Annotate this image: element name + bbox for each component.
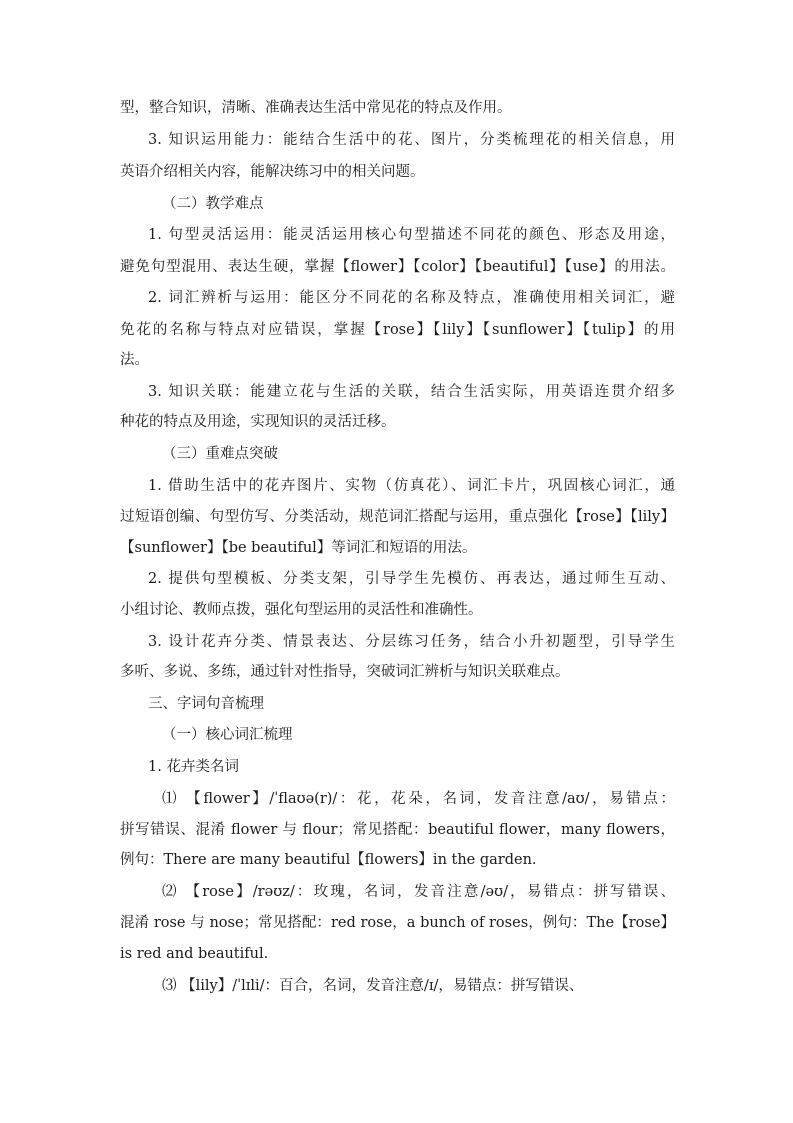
- paragraph-line: ⑶ 【lily】/ˈlɪli/：百合，名词，发音注意/ɪ/，易错点：拼写错误、: [162, 978, 584, 994]
- paragraph-line: 1. 句型灵活运用：能灵活运用核心句型描述不同花的颜色、形态及用途，: [148, 227, 675, 243]
- paragraph-line: 2. 词汇辨析与运用：能区分不同花的名称及特点，准确使用相关词汇，避: [148, 290, 675, 306]
- paragraph-line: 过短语创编、句型仿写、分类活动，规范词汇搭配与运用，重点强化【rose】【lily】: [120, 509, 675, 525]
- paragraph-line: 【sunflower】【be beautiful】等词汇和短语的用法。: [120, 540, 477, 556]
- paragraph-line: 型，整合知识，清晰、准确表达生活中常见花的特点及作用。: [120, 100, 512, 116]
- section-heading: 1. 花卉类名词: [148, 759, 239, 775]
- paragraph-line: 混淆 rose 与 nose；常见搭配：red rose，a bunch of roses，例句：The【rose】: [120, 915, 675, 931]
- paragraph-line: 避免句型混用、表达生硬，掌握【flower】【color】【beautiful】【use】的用法。: [120, 259, 675, 275]
- paragraph-line: 3. 知识运用能力：能结合生活中的花、图片，分类梳理花的相关信息，用: [148, 132, 675, 148]
- paragraph-line: 多听、多说、多练，通过针对性指导，突破词汇辨析与知识关联难点。: [120, 664, 570, 680]
- paragraph-line: 2. 提供句型模板、分类支架，引导学生先模仿、再表达，通过师生互动、: [148, 571, 675, 587]
- paragraph-line: is red and beautiful.: [120, 946, 269, 962]
- paragraph-line: 例句：There are many beautiful【flowers】in the garden.: [120, 852, 537, 868]
- paragraph-line: 免花的名称与特点对应错误，掌握【rose】【lily】【sunflower】【tulip】的用: [120, 322, 675, 338]
- section-heading: （三）重难点突破: [162, 446, 278, 462]
- section-heading: （一）核心词汇梳理: [162, 727, 293, 743]
- paragraph-line: 3. 知识关联：能建立花与生活的关联，结合生活实际，用英语连贯介绍多: [148, 384, 675, 400]
- section-heading: （二）教学难点: [162, 196, 264, 212]
- paragraph-line: 1. 借助生活中的花卉图片、实物（仿真花）、词汇卡片，巩固核心词汇，通: [148, 478, 675, 494]
- paragraph-line: 拼写错误、混淆 flower 与 flour；常见搭配：beautiful flower，many flowers，: [120, 822, 675, 838]
- paragraph-line: 3. 设计花卉分类、情景表达、分层练习任务，结合小升初题型，引导学生: [148, 634, 675, 650]
- paragraph-line: 小组讨论、教师点拨，强化句型运用的灵活性和准确性。: [120, 602, 483, 618]
- paragraph-line: 种花的特点及用途，实现知识的灵活迁移。: [120, 414, 396, 430]
- paragraph-line: 法。: [120, 352, 149, 368]
- paragraph-line: ⑴ 【flower】/ˈflaʊə(r)/：花，花朵，名词，发音注意/aʊ/，易错点：: [162, 791, 675, 807]
- section-heading: 三、字词句音梳理: [148, 696, 264, 712]
- paragraph-line: ⑵ 【rose】/rəʊz/：玫瑰，名词，发音注意/əʊ/，易错点：拼写错误、: [162, 884, 675, 900]
- paragraph-line: 英语介绍相关内容，能解决练习中的相关问题。: [120, 164, 425, 180]
